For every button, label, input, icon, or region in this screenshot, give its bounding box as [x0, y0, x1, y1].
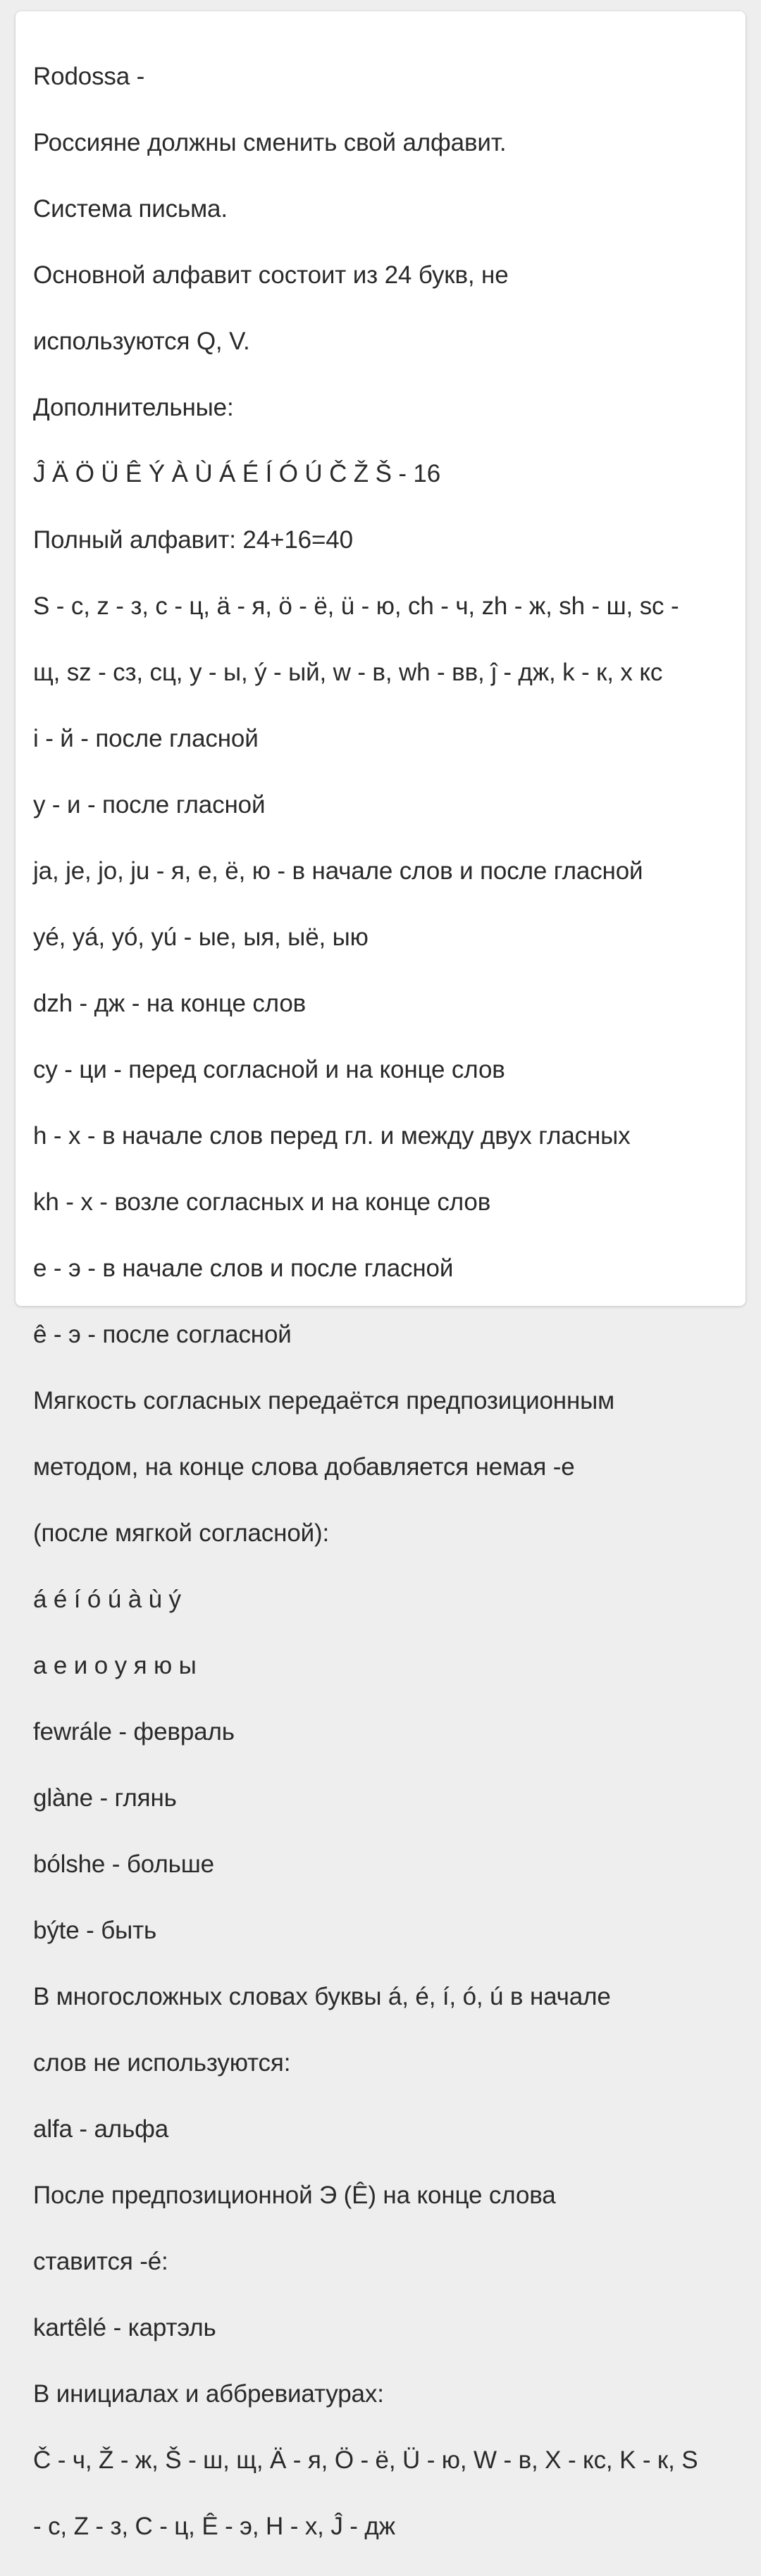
note-line: ставится -é:	[33, 2248, 168, 2275]
note-line: В инициалах и аббревиатурах:	[33, 2380, 384, 2408]
note-line: Система письма.	[33, 195, 228, 223]
note-line: h - x - в начале слов перед гл. и между двух гласных	[33, 1122, 631, 1150]
note-line: (после мягкой согласной):	[33, 1519, 330, 1547]
note-line: Полный алфавит: 24+16=40	[33, 526, 353, 554]
note-line: Rodossa -	[33, 63, 145, 90]
note-line: щ, sz - сз, сц, y - ы, ý - ый, w - в, wh - вв, ĵ - дж, k - к, x кс	[33, 659, 663, 686]
note-line: - c, Z - з, C - ц, Ê - э, H - х, Ĵ - дж	[33, 2513, 395, 2540]
note-line: cy - ци - перед согласной и на конце слов	[33, 1056, 505, 1083]
note-line: á é í ó ú à ù ý	[33, 1586, 181, 1613]
note-line: Дополнительные:	[33, 394, 234, 421]
note-line: Č - ч, Ž - ж, Š - ш, щ, Ä - я, Ö - ё, Ü - ю, W - в, X - кс, K - к, S	[33, 2446, 698, 2474]
note-line: kartêlé - картэль	[33, 2314, 216, 2341]
note-line: а е и о у я ю ы	[33, 1652, 197, 1679]
note-line: методом, на конце слова добавляется немая -e	[33, 1453, 575, 1481]
note-line: слов не используются:	[33, 2049, 291, 2077]
note-line: y - и - после гласной	[33, 791, 266, 819]
note-line: kh - x - возле согласных и на конце слов	[33, 1188, 491, 1216]
note-text	[33, 27, 729, 2576]
note-line: После предпозиционной Э (Ê) на конце слова	[33, 2182, 556, 2209]
note-line: e - э - в начале слов и после гласной	[33, 1255, 454, 1282]
note-line: используются Q, V.	[33, 328, 250, 355]
note-line: Россияне должны сменить свой алфавит.	[33, 129, 507, 156]
note-line: dzh - дж - на конце слов	[33, 990, 307, 1017]
note-line: Мягкость согласных передаётся предпозиционным	[33, 1387, 615, 1414]
note-line: В многосложных словах буквы á, é, í, ó, ú в начале	[33, 1983, 611, 2010]
note-line: yé, yá, yó, yú - ые, ыя, ыё, ыю	[33, 923, 369, 951]
note-line: bólshe - больше	[33, 1850, 214, 1878]
note-line: alfa - альфа	[33, 2115, 169, 2143]
note-line: ja, je, jo, ju - я, е, ё, ю - в начале слов и после гласной	[33, 857, 643, 885]
note-card	[16, 11, 745, 2540]
note-line: Основной алфавит состоит из 24 букв, не	[33, 261, 509, 289]
note-line: Ĵ Ä Ö Ü Ê Ý À Ù Á É Í Ó Ú Č Ž Š - 16	[33, 460, 441, 487]
note-line: fewrále - февраль	[33, 1718, 235, 1746]
note-line: i - й - после гласной	[33, 725, 259, 752]
note-line: býte - быть	[33, 1917, 157, 1944]
note-line: ê - э - после согласной	[33, 1321, 292, 1348]
note-line: S - c, z - з, c - ц, ä - я, ö - ё, ü - ю, ch - ч, zh - ж, sh - ш, sc -	[33, 592, 679, 620]
note-line: glàne - глянь	[33, 1784, 177, 1812]
